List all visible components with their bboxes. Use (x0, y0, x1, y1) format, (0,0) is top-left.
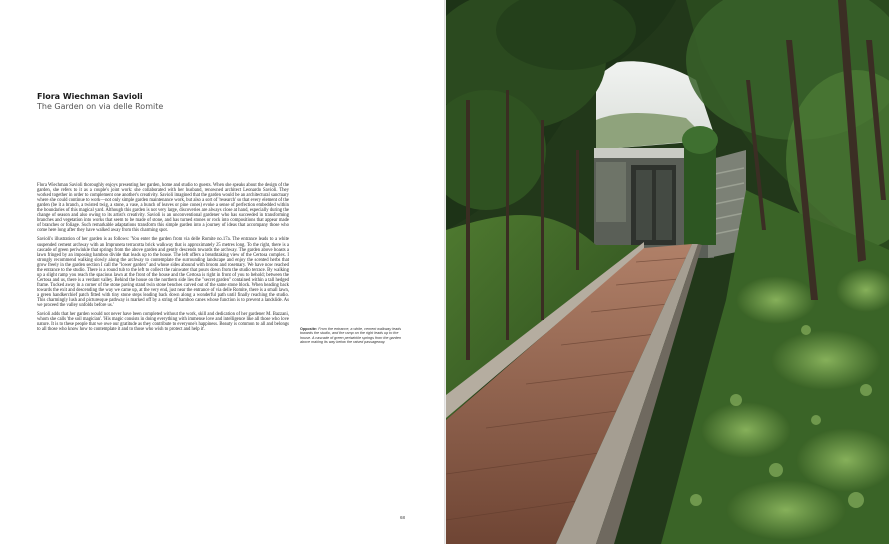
caption-label: Opposite: (300, 327, 318, 331)
page-number: 68 (400, 515, 406, 520)
paragraph: Savioli's illustration of her garden is as follows: 'You enter the garden from via delle Romite no.17a. The entrance leads to a white suspended cement archway with an Impruneta terracotta brick walkway that is approximately 25 metres long. To the right, there is a cascade of green periwinkle that springs from the above garden and gently descends towards the archway. The garden above boasts a lawn fringed by an imposing bamboo divide that leads up to the house. The left offers a breathtaking view of the Certosa complex. I strongly recommend walking slowly along the archway to contemplate the surrounding landscape and enjoy the scented herbs that grow freely in the garden section I call the "lower garden" and whose sides abound with broom and rosemary. We have now reached the entrance to the studio. There is a round tub to the left to collect the rainwater that pours down from the studio terrace. By walking up a slight ramp you reach the spacious lawn at the front of the house and the Certosa is right in front of you to behold; between the Certosa and us, there is a verdant valley. Behind the house on the northern side lies the "secret garden" contained within a tall hedged frame. Tucked away in a corner of the stone paving stand twin stone benches carved out of the same stone block. When heading back towards the exit and descending the way we came up, at the very end, just near the entrance of via delle Romite, there is a small lawn, a green handkerchief patch fitted with tiny stone steps leading back down along a wonderful path until finally reaching the studio. This charmingly lush and picturesque pathway is marked off by a string of bamboo canes whose function is to prevent a landslide. As we proceed the valley unfolds before us.' (37, 237, 289, 309)
body-text (37, 183, 289, 336)
caption-text: From the entrance, a white, cement walkway leads towards the studio, and the ramp on the right leads up to the house. A cascade of green periwinkle springs from the garden above making its way below the raised passageway. (300, 327, 402, 344)
author-heading: Flora Wiechman Savioli (37, 92, 143, 101)
garden-walkway-photograph (446, 0, 889, 544)
chapter-subtitle: The Garden on via delle Romite (37, 102, 164, 111)
photo-illustration (446, 0, 889, 544)
paragraph: Flora Wiechman Savioli thoroughly enjoys presenting her garden, home and studio to guests. When she speaks about the design of the garden, she refers to it as a couple's joint work: she collaborated with her husband, renowned architect Leonardo Savioli. They worked together in order to complement one another's creativity. Savioli imagined that the garden would be an architectural sanctuary where she could continue to work—not only simple garden maintenance work, but also a sort of 'research' so that every element of the garden (be it a branch, a twisted twig, a stone, a vase, a bunch of leaves or pine cones) evoke a sense of perfection embedded within the boundaries of this magical yard. Although this garden is not very large, discoveries are always close at hand, especially during the change of season and also owing to its artist's creativity. Savioli is an unconventional gardener who has succeeded in transforming branches and vegetation into works that seem to be made of stone, and has turned stones or rock into compositions that appear made of branches or foliage. Such remarkable adaptations transform this simple garden into a journey of ideas that accompany those who come here long after they have walked away from this charming spot. (37, 183, 290, 234)
paragraph: Savioli adds that her garden would not never have been completed without the work, skill and dedication of her gardener M. Bazzani, whom she calls 'the soil magician'. 'His magic consists in doing everything with immense love and intelligence like all those who love nature. It is to these people that we owe our gratitude as they contribute to everyone's happiness. Beauty is common to all and belongs to all those who know how to contemplate it and to those who wish to protect and help it'. (37, 312, 289, 333)
photo-caption (300, 327, 410, 344)
